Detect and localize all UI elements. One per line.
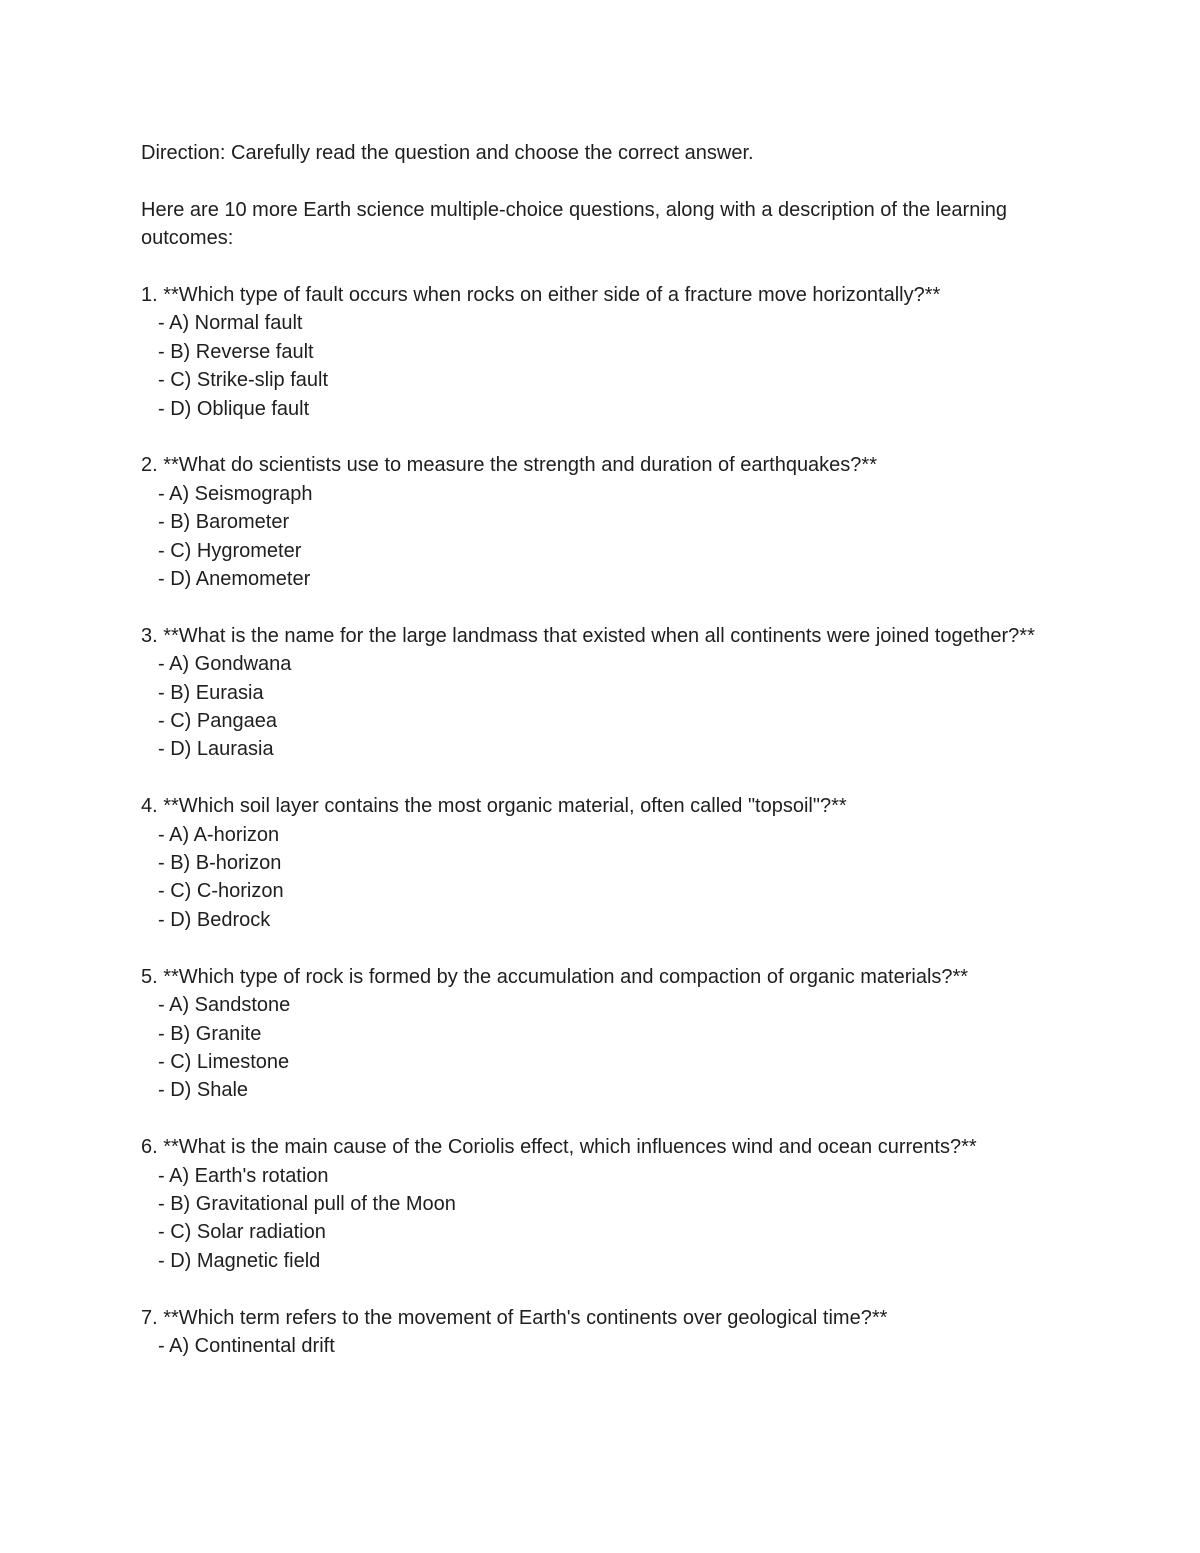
- intro-text: Here are 10 more Earth science multiple-choice questions, along with a description of the learning outcomes:: [141, 198, 1008, 250]
- option-item: - D) Shale: [158, 1079, 249, 1102]
- question-block: [141, 963, 1041, 1105]
- spacer: [141, 167, 1041, 195]
- question-text: 2. **What do scientists use to measure the strength and duration of earthquakes?**: [141, 454, 877, 477]
- question-block: [141, 1133, 1041, 1275]
- spacer: [141, 593, 1041, 621]
- option-list: [141, 480, 1041, 594]
- option-item: - C) Strike-slip fault: [158, 369, 329, 392]
- option-item: - D) Magnetic field: [158, 1249, 321, 1272]
- option-item: - D) Oblique fault: [158, 397, 310, 420]
- question-text: 1. **Which type of fault occurs when rocks on either side of a fracture move horizontally?**: [141, 284, 941, 306]
- option-item: - A) Normal fault: [158, 312, 303, 335]
- option-item: - C) Hygrometer: [158, 539, 302, 562]
- option-list: [141, 991, 1041, 1105]
- option-item: - C) Solar radiation: [158, 1221, 326, 1244]
- option-list: [141, 821, 1041, 935]
- option-item: - B) Barometer: [158, 511, 290, 534]
- question-text: 6. **What is the main cause of the Coriolis effect, which influences wind and ocean currents?**: [141, 1136, 977, 1159]
- option-item: - A) A-horizon: [158, 823, 280, 846]
- option-item: - A) Seismograph: [158, 482, 313, 505]
- option-item: - B) Granite: [158, 1022, 262, 1045]
- question-block: [141, 451, 1041, 593]
- option-item: - A) Gondwana: [158, 653, 292, 676]
- option-item: - A) Continental drift: [158, 1334, 335, 1357]
- option-list: [141, 309, 1041, 423]
- option-list: [141, 1162, 1041, 1276]
- option-list: [141, 650, 1041, 764]
- spacer: [141, 253, 1041, 281]
- question-text: 3. **What is the name for the large landmass that existed when all continents were joined together?**: [141, 624, 1035, 647]
- question-block: [141, 792, 1041, 934]
- option-list: [141, 1332, 1041, 1360]
- question-text: 4. **Which soil layer contains the most organic material, often called "topsoil"?**: [141, 795, 847, 818]
- option-item: - C) Limestone: [158, 1050, 290, 1073]
- spacer: [141, 423, 1041, 451]
- question-block: [141, 622, 1041, 764]
- question-block: [141, 281, 1041, 423]
- option-item: - A) Sandstone: [158, 994, 291, 1017]
- option-item: - D) Anemometer: [158, 568, 311, 591]
- question-block: [141, 1304, 1041, 1361]
- option-item: - C) Pangaea: [158, 710, 277, 733]
- direction-text: Direction: Carefully read the question and choose the correct answer.: [141, 142, 754, 164]
- option-item: - A) Earth's rotation: [158, 1164, 329, 1187]
- spacer: [141, 934, 1041, 962]
- option-item: - B) Eurasia: [158, 681, 264, 704]
- option-item: - C) C-horizon: [158, 880, 284, 903]
- option-item: - B) Gravitational pull of the Moon: [158, 1192, 456, 1215]
- document-body: [141, 139, 1041, 1360]
- option-item: - B) Reverse fault: [158, 340, 314, 363]
- spacer: [141, 1105, 1041, 1133]
- spacer: [141, 764, 1041, 792]
- question-text: 7. **Which term refers to the movement of Earth's continents over geological time?**: [141, 1306, 888, 1329]
- spacer: [141, 1275, 1041, 1303]
- question-text: 5. **Which type of rock is formed by the accumulation and compaction of organic materials?**: [141, 965, 969, 988]
- option-item: - D) Bedrock: [158, 908, 271, 931]
- option-item: - D) Laurasia: [158, 738, 274, 761]
- option-item: - B) B-horizon: [158, 852, 282, 875]
